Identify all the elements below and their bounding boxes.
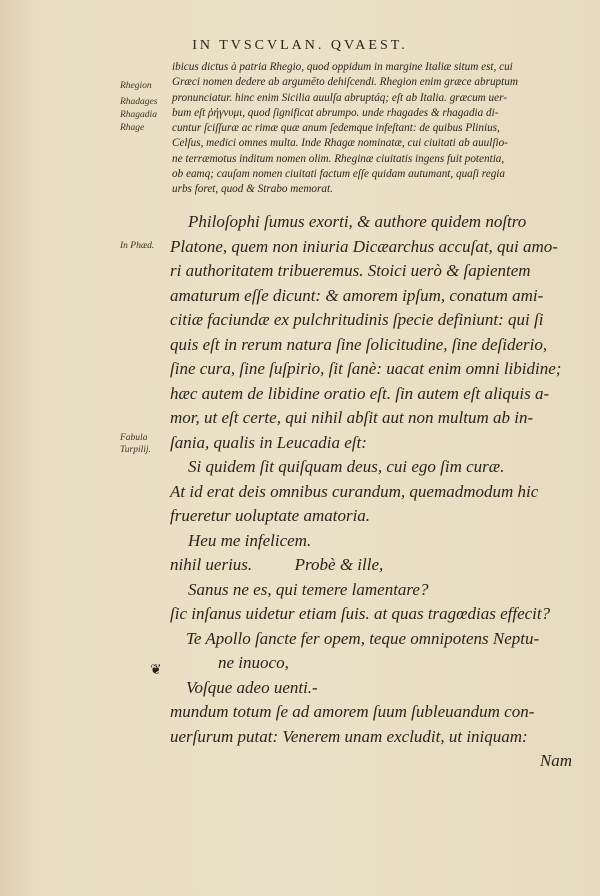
text-line: quis eſt in rerum natura ſine ſolicitudine, ſine deſiderio,: [170, 334, 548, 354]
verse-line: Te Apollo ſancte fer opem, teque omnipotens Neptu-: [186, 628, 540, 648]
side-note-rhagadia: Rhagadia: [120, 110, 157, 120]
verse-line: Heu me infelicem.: [188, 530, 312, 550]
note-line: pronunciatur. hinc enim Sicilia auulſa abruptáq; eſt ab Italia. græcum uer-: [172, 91, 507, 104]
note-line: ibicus dictus à patria Rhegio, quod oppidum in margine Italiæ situm est, cui: [172, 61, 513, 73]
text-line: ſine cura, ſine ſuſpirio, ſit ſanè: uacat enim omni libidine;: [170, 359, 562, 378]
text-line: hæc autem de libidine oratio eſt. ſin autem eſt aliquis a-: [170, 383, 550, 403]
text-line: nihil uerius. Probè & ille,: [170, 555, 384, 574]
text-line: ſic inſanus uidetur etiam ſuis. at quas tragœdias effecit?: [170, 604, 551, 623]
text-line: Platone, quem non iniuria Dicæarchus accuſat, qui amo-: [170, 236, 558, 256]
text-line: frueretur uoluptate amatoria.: [170, 506, 371, 525]
text-line: ſania, qualis in Leucadia eſt:: [170, 432, 367, 452]
catchword: Nam: [539, 751, 572, 770]
note-line: urbs foret, quod & Strabo memorat.: [172, 183, 333, 196]
verse-line: Sanus ne es, qui temere lamentare?: [188, 579, 429, 599]
note-line: Celſus, medici omnes multa. Inde Rhagæ nominatæ, cui ciuitati ab auulſio-: [172, 137, 508, 150]
verse-line: ne inuoco,: [218, 653, 289, 672]
side-note-rhage: Rhage: [120, 123, 145, 133]
side-note-rhadages: Rhadages: [120, 97, 158, 107]
text-line: Philoſophi ſumus exorti, & authore quidem noſtro: [188, 212, 527, 231]
side-note-in-phaed: In Phæd.: [120, 241, 155, 251]
text-line: At id erat deis omnibus curandum, quemadmodum hic: [170, 481, 539, 501]
side-note-turpilij: Turpilij.: [120, 445, 151, 455]
paragraph-mark-icon: ❦: [150, 662, 162, 678]
commentary-note: [172, 60, 582, 198]
note-line: ob eamq; cauſam nomen ciuitati factum eſſe quidam autumant, quaſi regia: [172, 168, 505, 181]
main-text: [170, 210, 586, 774]
note-line: cuntur ſciſſuræ ac rimæ quæ anum ſedemque infeſtant: de quibus Plinius,: [172, 122, 500, 135]
verse-line: Voſque adeo uenti.-: [186, 677, 318, 697]
text-line: mundum totum ſe ad amorem ſuum ſubleuandum con-: [170, 702, 535, 721]
text-line: citiæ faciundæ ex pulchritudinis ſpecie definiunt: qui ſi: [170, 310, 544, 329]
side-note-rhegion: Rhegion: [120, 81, 152, 91]
verse-line: Si quidem ſit quiſquam deus, cui ego ſim curæ.: [188, 457, 505, 476]
text-line: mor, ut eſt certe, qui nihil abſit aut non multum ab in-: [170, 408, 534, 427]
note-line: bum eſt ῥήγνυμι, quod ſignificat abrumpo. unde rhagades & rhagadia di-: [172, 106, 499, 119]
note-line: ne terræmotus inditum nomen olim. Rheginæ ciuitatis ingens fuit potentia,: [172, 152, 505, 165]
text-line: ri authoritatem tribueremus. Stoici uerò & ſapientem: [170, 261, 531, 280]
note-line: Græci nomen dedere ab argumēto dehiſcendi. Rhegion enim græce abruptum: [172, 76, 518, 89]
running-head: IN TVSCVLAN. QVAEST.: [192, 38, 408, 53]
side-note-fabula: Fabula: [120, 433, 148, 443]
text-line: uerſurum putat: Venerem unam excludit, ut iniquam:: [170, 726, 528, 746]
text-line: amaturum eſſe dicunt: & amorem ipſum, conatum ami-: [170, 285, 544, 305]
